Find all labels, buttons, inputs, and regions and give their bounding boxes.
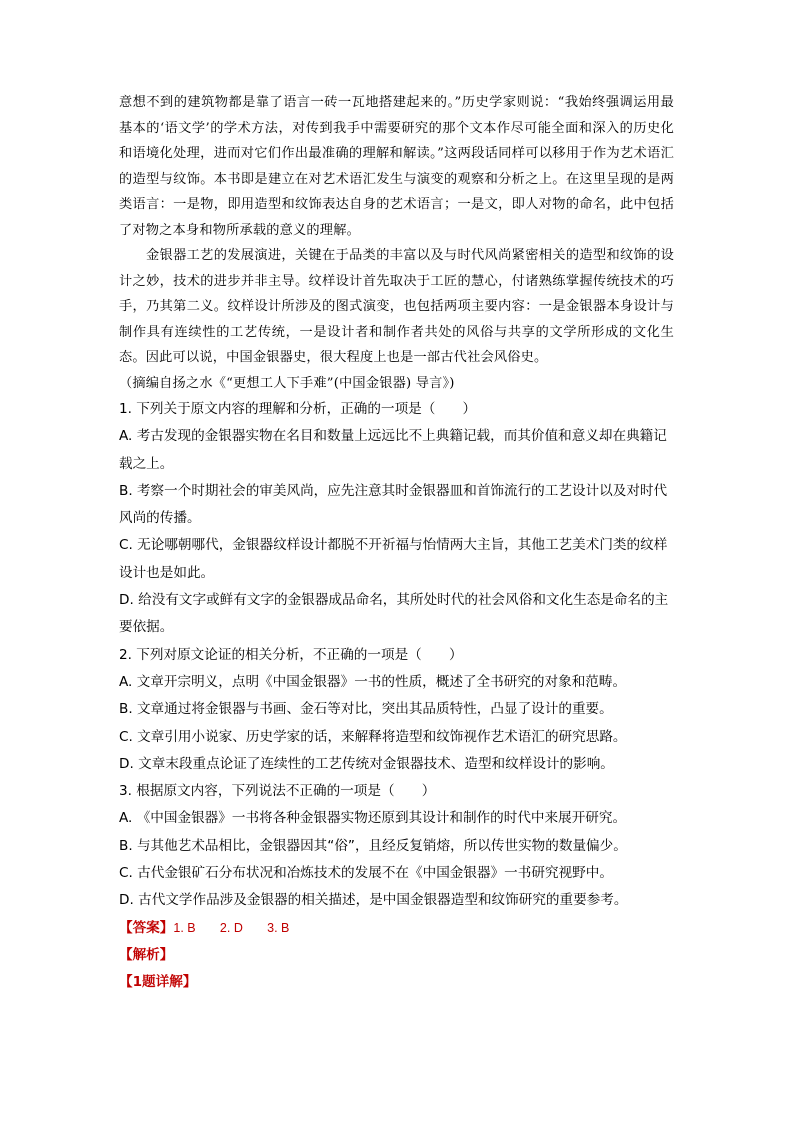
analysis-heading: 【解析】 xyxy=(119,946,174,963)
passage-paragraph: 金银器工艺的发展演进，关键在于品类的丰富以及与时代风尚紧密相关的造型和纹饰的设计之妙，技术的进步并非主导。纹样设计首先取决于工匠的慧心，付诸熟练掌握传统技术的巧手，乃其第二义。纹样设计所涉及的图式演变，也包括两项主要内容：一是金银器本身设计与制作具有连续性的工艺传统，一是设计者和制作者共处的风俗与共享的文学所形成的文化生态。因此可以说，中国金银器史，很大程度上也是一部古代社会风俗史。 xyxy=(119,248,674,365)
passage-source-citation: （摘编自扬之水《“更想工人下手难”(中国金银器) 导言》) xyxy=(119,375,455,391)
answer-label: 【答案】 xyxy=(119,919,174,936)
question-option: D. 文章末段重点论证了连续性的工艺传统对金银器技术、造型和纹样设计的影响。 xyxy=(119,755,614,772)
question-option: D. 给没有文字或鲜有文字的金银器成品命名，其所处时代的社会风俗和文化生态是命名的主要依据。 xyxy=(119,592,669,636)
question-option: B. 文章通过将金银器与书画、金石等对比，突出其品质特性，凸显了设计的重要。 xyxy=(119,701,613,718)
page-content xyxy=(119,90,674,997)
reading-passage xyxy=(119,90,674,396)
question-stem: 3. 根据原文内容，下列说法不正确的一项是（ ） xyxy=(119,783,436,800)
answer-values: 1. B 2. D 3. B xyxy=(173,920,290,935)
question-block xyxy=(119,778,674,914)
question-1-detail-heading: 【1题详解】 xyxy=(119,974,197,991)
answer-line xyxy=(119,915,674,942)
question-block xyxy=(119,642,674,778)
question-option: A. 考古发现的金银器实物在名目和数量上远远比不上典籍记载，而其价值和意义却在典籍记载之上。 xyxy=(119,428,667,472)
question-option: C. 古代金银矿石分布状况和冶炼技术的发展不在《中国金银器》一书研究视野中。 xyxy=(119,865,613,882)
question-option: C. 文章引用小说家、历史学家的话，来解释将造型和纹饰视作艺术语汇的研究思路。 xyxy=(119,728,627,745)
passage-paragraph: 意想不到的建筑物都是靠了语言一砖一瓦地搭建起来的。”历史学家则说：“我始终强调运用最基本的‘语文学’的学术方法，对传到我手中需要研究的那个文本作尽可能全面和深入的历史化和语境化处理，进而对它们作出最准确的理解和解读。”这两段话同样可以移用于作为艺术语汇的造型与纹饰。本书即是建立在对艺术语汇发生与演变的观察和分析之上。在这里呈现的是两类语言：一是物，即用造型和纹饰表达自身的艺术语言；一是文，即人对物的命名，此中包括了对物之本身和物所承载的意义的理解。 xyxy=(119,95,674,238)
question-stem: 1. 下列关于原文内容的理解和分析，正确的一项是（ ） xyxy=(119,401,477,417)
question-option: A. 《中国金银器》一书将各种金银器实物还原到其设计和制作的时代中来展开研究。 xyxy=(119,810,627,827)
question-option: A. 文章开宗明义，点明《中国金银器》一书的性质，概述了全书研究的对象和范畴。 xyxy=(119,673,627,690)
question-option: B. 与其他艺术品相比，金银器因其“俗”，且经反复销熔，所以传世实物的数量偏少。 xyxy=(119,837,627,854)
question-block xyxy=(119,396,674,642)
question-option: B. 考察一个时期社会的审美风尚，应先注意其时金银器皿和首饰流行的工艺设计以及对时代风尚的传播。 xyxy=(119,482,668,527)
question-option: D. 古代文学作品涉及金银器的相关描述，是中国金银器造型和纹饰研究的重要参考。 xyxy=(119,892,628,909)
question-stem: 2. 下列对原文论证的相关分析，不正确的一项是（ ） xyxy=(119,646,463,663)
question-list xyxy=(119,396,674,997)
question-option: C. 无论哪朝哪代，金银器纹样设计都脱不开祈福与怡情两大主旨，其他工艺美术门类的纹样设计也是如此。 xyxy=(119,537,668,581)
